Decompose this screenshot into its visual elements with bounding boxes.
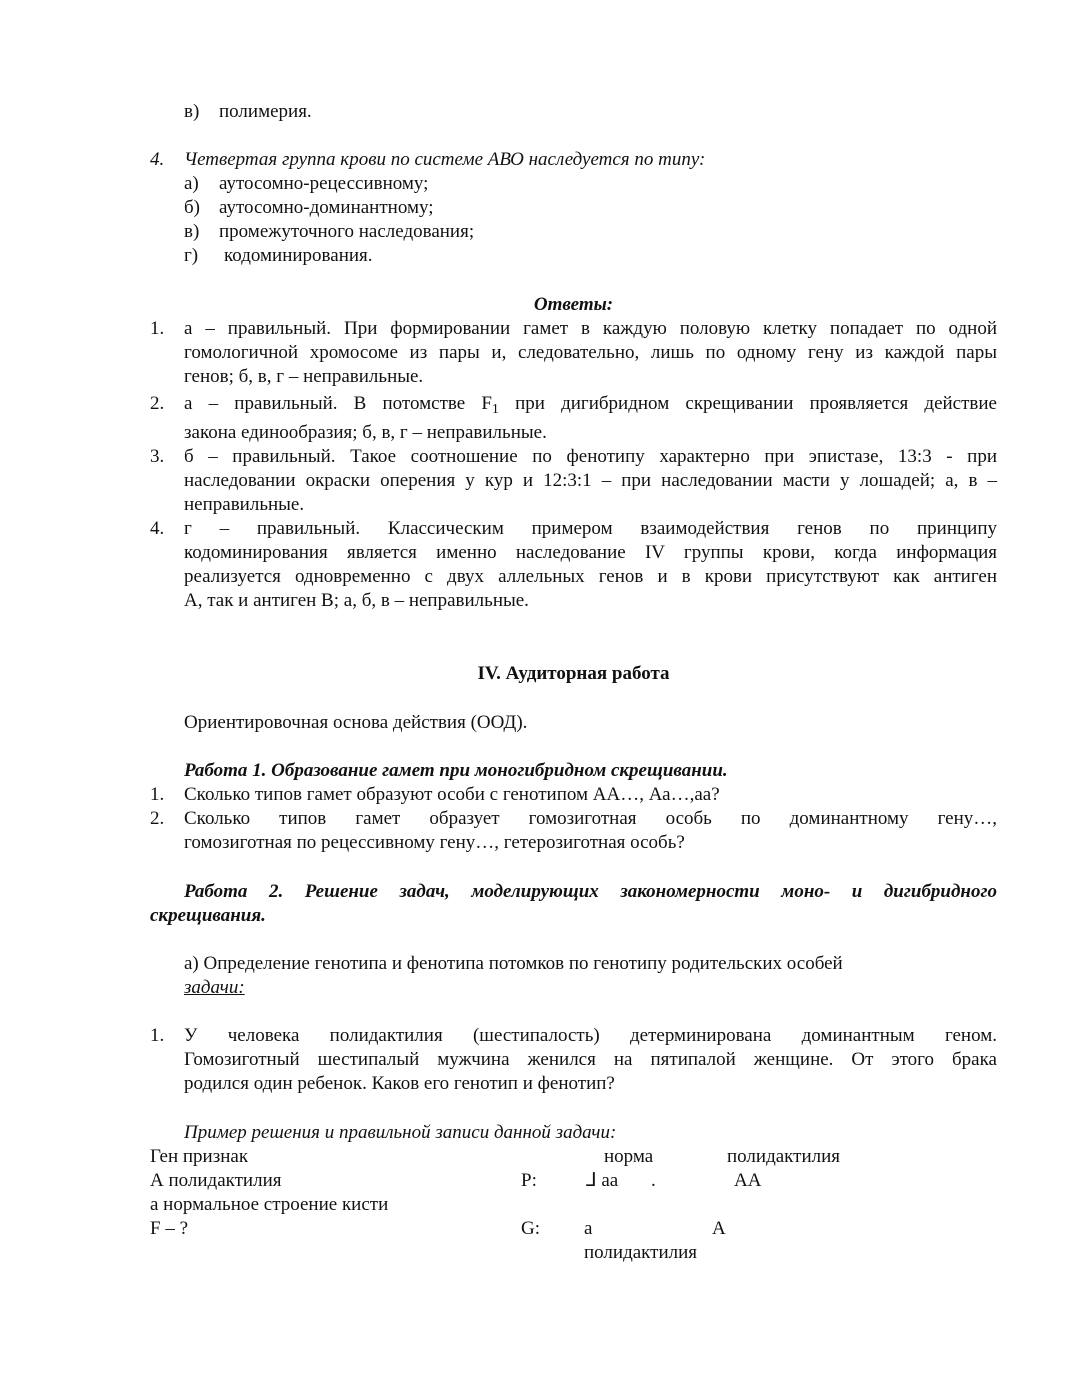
parent-female-genotype: ⅃ аа [586,1170,619,1191]
work1-item-line: Сколько типов гамет образует гомозиготная особь по доминантному гену…, [184,808,997,829]
q4-option-marker: г) [184,245,199,266]
answer-number: 1. [150,318,165,339]
gametes-label: G: [521,1218,540,1239]
work1-title: Работа 1. Образование гамет при моногибридном скрещивании. [184,760,728,781]
gamete-female: а [584,1218,593,1239]
offspring-row: F – ? [150,1218,188,1239]
q4-option-marker: а) [184,173,199,194]
work1-item-number: 1. [150,784,165,805]
tasks-label: задачи: [184,977,245,998]
answer-line: закона единообразия; б, в, г – неправильные. [184,422,547,443]
work1-item-line: гомозиготная по рецессивному гену…, гетерозиготная особь? [184,832,685,853]
work2-title: Работа 2. Решение задач, моделирующих закономерности моно- и дигибридного [184,881,997,902]
q4-option-marker: б) [184,197,200,218]
answer-line: наследовании окраски оперения у кур и 12:3:1 – при наследовании масти у лошадей; а, в – [184,470,997,491]
offspring-phenotype: полидактилия [584,1242,698,1263]
q4-text: Четвертая группа крови по системе АВО наследуется по типу: [184,149,706,170]
example-heading: Пример решения и правильной записи данной задачи: [184,1122,617,1143]
answer-number: 2. [150,393,165,414]
cross-sign: . [651,1170,656,1191]
work2-title-cont: скрещивания. [150,905,266,926]
answer-line: гомологичной хромосоме из пары и, следовательно, лишь по одному гену из каждой пары [184,342,997,363]
task-line: Гомозиготный шестипалый мужчина женился на пятипалой женщине. От этого брака [184,1049,997,1070]
answer-line: генов; б, в, г – неправильные. [184,366,424,387]
answer-line-with-subscript: а – правильный. В потомстве $F_1$ при дигибридном скрещивании проявляется действие [184,393,997,417]
ood-text: Ориентировочная основа действия (ООД). [184,712,528,733]
answers-heading: Ответы: [533,294,614,315]
answer-line: кодоминирования является именно наследование IV группы крови, когда информация [184,542,997,563]
norm-label: норма [604,1146,654,1167]
gene-header: Ген признак [150,1146,249,1167]
answer-line: б – правильный. Такое соотношение по фенотипу характерно при эпистазе, 13:3 - при [184,446,997,467]
task-line: родился один ребенок. Каков его генотип и фенотип? [184,1073,615,1094]
q4-option-text: промежуточного наследования; [219,221,475,242]
answer-line: а – правильный. При формировании гамет в каждую половую клетку попадает по одной [184,318,997,339]
q4-option-marker: в) [184,221,200,242]
answer-number: 4. [150,518,165,539]
gamete-male: А [712,1218,726,1239]
q4-option-text: аутосомно-доминантному; [219,197,434,218]
parents-label: P: [521,1170,537,1191]
q3-option-text: полимерия. [219,101,312,122]
polydactyly-label: полидактилия [727,1146,841,1167]
task-number: 1. [150,1025,165,1046]
gene-row-A: А полидактилия [150,1170,282,1191]
answer-line: А, так и антиген В; а, б, в – неправильные. [184,590,529,611]
answer-line: неправильные. [184,494,305,515]
q3-option-marker: в) [184,101,200,122]
answer-line: реализуется одновременно с двух аллельных генов и в крови присутствуют как антиген [184,566,997,587]
answer-line: г – правильный. Классическим примером взаимодействия генов по принципу [184,518,997,539]
parent-male-genotype: АА [734,1170,762,1191]
section-title: IV. Аудиторная работа [477,663,670,684]
work1-item-line: Сколько типов гамет образуют особи с генотипом АА…, Аа…,аа? [184,784,720,805]
answer-number: 3. [150,446,165,467]
q4-number: 4. [150,149,165,170]
gene-row-a: а нормальное строение кисти [150,1194,389,1215]
work2-subsection-a: а) Определение генотипа и фенотипа потомков по генотипу родительских особей [184,953,843,974]
work1-item-number: 2. [150,808,165,829]
q4-option-text: кодоминирования. [224,245,373,266]
q4-option-text: аутосомно-рецессивному; [219,173,429,194]
subscript-f1: 1 [491,402,499,417]
task-line: У человека полидактилия (шестипалость) детерминирована доминантным геном. [184,1025,997,1046]
